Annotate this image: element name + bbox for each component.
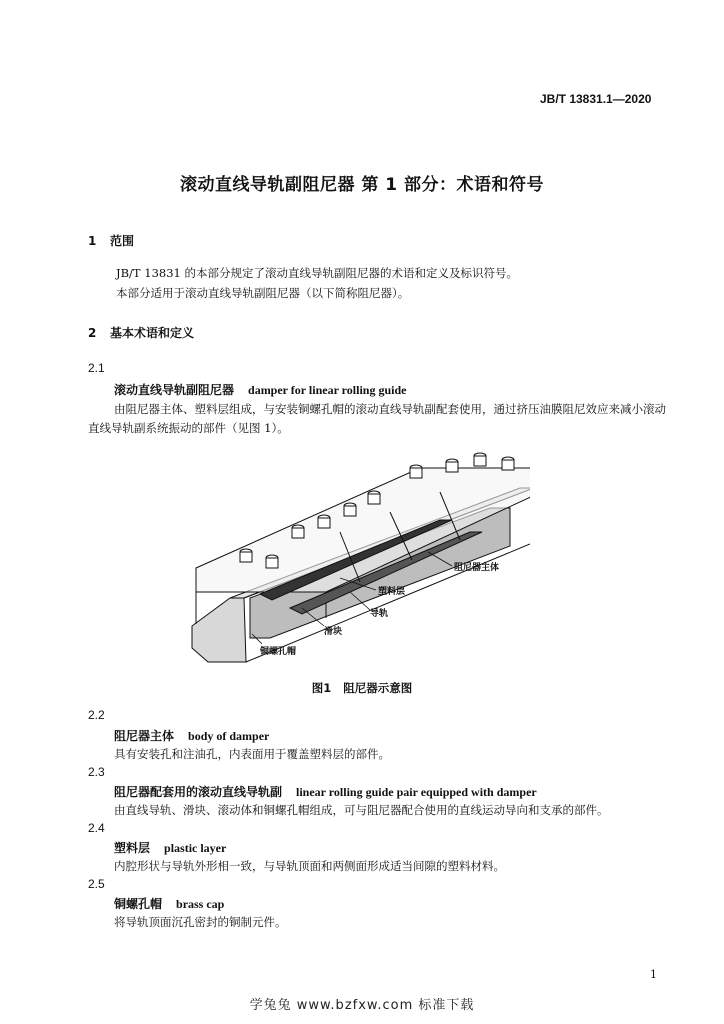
label-damper-body: 阻尼器主体 (454, 563, 500, 573)
section-number: 2 (88, 326, 97, 340)
term-en: linear rolling guide pair equipped with damper (296, 785, 537, 799)
label-slider: 滑块 (324, 627, 343, 637)
section-1-heading (88, 232, 134, 249)
term-definition: 由直线导轨、滑块、滚动体和铜螺孔帽组成，可与阻尼器配合使用的直线运动导向和支承的部件。 (114, 803, 609, 817)
term-entry (114, 895, 224, 912)
term-en: plastic layer (164, 841, 227, 855)
figure-number: 图1 (311, 681, 332, 695)
term-entry (114, 839, 226, 856)
term-definition: 由阻尼器主体、塑料层组成，与安装铜螺孔帽的滚动直线导轨副配套使用，通过挤压油膜阻尼效应来减小滚动直线导轨副系统振动的部件（见图 1）。 (88, 402, 666, 435)
term-zh: 阻尼器配套用的滚动直线导轨副 (114, 785, 283, 799)
term-zh: 滚动直线导轨副阻尼器 (114, 383, 235, 397)
label-brass-cap: 铜螺孔帽 (260, 647, 297, 657)
term-zh: 铜螺孔帽 (114, 897, 163, 911)
section-2-heading (88, 324, 194, 341)
term-zh: 阻尼器主体 (114, 729, 175, 743)
term-definition: 将导轨顶面沉孔密封的铜制元件。 (114, 915, 287, 929)
page-number: 1 (650, 968, 657, 981)
term-en: brass cap (176, 897, 225, 911)
term-entry (114, 727, 269, 744)
term-number: 2.4 (88, 821, 105, 835)
term-entry (114, 381, 406, 398)
scope-paragraph-2: 本部分适用于滚动直线导轨副阻尼器（以下简称阻尼器）。 (116, 286, 410, 300)
footer-watermark[interactable]: 学兔兔 www.bzfxw.com 标准下载 (249, 998, 475, 1013)
term-number: 2.5 (88, 877, 105, 891)
section-title: 范围 (110, 234, 135, 248)
label-rail: 导轨 (370, 609, 389, 619)
term-zh: 塑料层 (114, 841, 151, 855)
damper-figure (190, 448, 530, 670)
term-definition: 具有安装孔和注油孔，内表面用于覆盖塑料层的部件。 (114, 747, 390, 761)
scope-paragraph-1: JB/T 13831 的本部分规定了滚动直线导轨副阻尼器的术语和定义及标识符号。 (116, 266, 518, 280)
label-plastic-layer: 塑料层 (378, 587, 406, 597)
term-number: 2.3 (88, 765, 105, 779)
term-entry (114, 783, 537, 800)
figure-caption-text: 阻尼器示意图 (343, 681, 413, 695)
term-definition: 内腔形状与导轨外形相一致，与导轨顶面和两侧面形成适当间隙的塑料材料。 (114, 859, 505, 873)
standard-code: JB/T 13831.1—2020 (540, 92, 652, 106)
rail-end (192, 598, 246, 662)
term-number: 2.1 (88, 361, 105, 375)
figure-caption (0, 680, 724, 696)
term-en: body of damper (188, 729, 270, 743)
section-title: 基本术语和定义 (110, 326, 195, 340)
document-title: 滚动直线导轨副阻尼器 第 1 部分：术语和符号 (179, 175, 545, 195)
section-number: 1 (88, 234, 97, 248)
term-number: 2.2 (88, 708, 105, 722)
term-en: damper for linear rolling guide (248, 383, 407, 397)
